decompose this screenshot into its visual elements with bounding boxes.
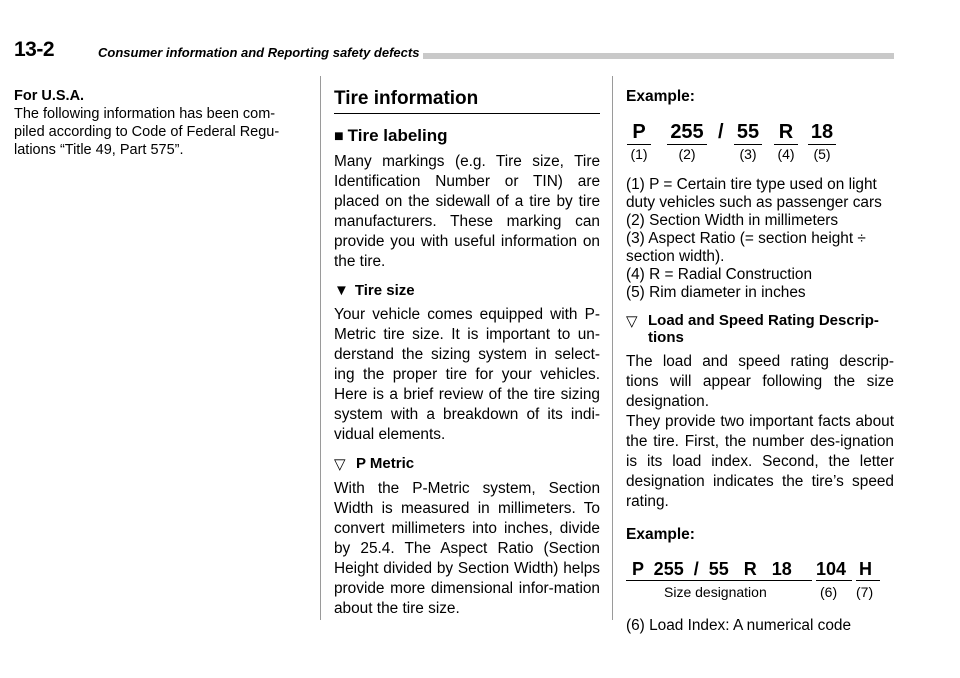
usa-heading: For U.S.A. bbox=[14, 88, 85, 104]
code-radial: R (4) bbox=[772, 120, 800, 163]
page-number: 13-2 bbox=[14, 38, 55, 61]
size-designation-label: Size designation bbox=[664, 584, 767, 600]
code-rim-diameter: 18 (5) bbox=[804, 120, 840, 163]
tire-labeling-paragraph: Many markings (e.g. Tire size, Tire Identification Number or TIN) are placed on the sidewall of a tire by tire manufacturers. These marking can provide you with useful information on the tire. bbox=[334, 153, 600, 270]
list-item: (2) Section Width in millimeters bbox=[626, 212, 839, 229]
column-divider-1 bbox=[320, 76, 321, 620]
header-title: Consumer information and Reporting safety defects bbox=[98, 45, 423, 60]
load-speed-diagram bbox=[626, 558, 894, 608]
column-1 bbox=[14, 80, 296, 159]
load-underline bbox=[816, 580, 852, 581]
load-index-code: 104 bbox=[816, 559, 847, 579]
example-label-2: Example: bbox=[626, 526, 695, 543]
hollow-triangle-icon: ▽ bbox=[334, 456, 346, 473]
code-aspect-ratio: 55 (3) bbox=[728, 120, 768, 163]
load-speed-heading: ▽ Load and Speed Rating Descrip-tions bbox=[626, 312, 879, 346]
list-item: (1) P = Certain tire type used on light duty vehicles such as passenger cars bbox=[626, 176, 882, 211]
speed-rating-code: H bbox=[859, 559, 872, 579]
load-speed-paragraph-1: The load and speed rating descrip-tions will appear following the size designation. bbox=[626, 353, 894, 410]
example-label: Example: bbox=[626, 88, 695, 105]
load-speed-paragraph-2: They provide two important facts about the tire. First, the number des-ignation is its load index. Second, the letter designation indicates the tire’s speed rating. bbox=[626, 413, 894, 510]
code-section-width: 255 (2) bbox=[662, 120, 712, 163]
down-triangle-icon: ▼ bbox=[334, 282, 349, 299]
size-designation-code: P 255 / 55 R 18 bbox=[632, 559, 792, 579]
list-item: (3) Aspect Ratio (= section height ÷ section width). bbox=[626, 230, 866, 265]
speed-rating-number: (7) bbox=[856, 584, 874, 600]
section-title: Tire information bbox=[334, 88, 600, 114]
list-item: (5) Rim diameter in inches bbox=[626, 284, 806, 301]
code-p: P (1) bbox=[626, 120, 652, 163]
list-item: (4) R = Radial Construction bbox=[626, 266, 813, 283]
speed-underline bbox=[856, 580, 880, 581]
tire-labeling-heading: ■ Tire labeling bbox=[334, 126, 448, 145]
size-underline bbox=[626, 580, 812, 581]
column-2 bbox=[334, 80, 600, 619]
usa-body: The following information has been com-piled according to Code of Federal Regu-lations “Title 49, Part 575”. bbox=[14, 106, 280, 158]
hollow-triangle-icon: ▽ bbox=[626, 313, 638, 330]
square-bullet-icon: ■ bbox=[334, 128, 344, 145]
column-3 bbox=[626, 80, 894, 636]
p-metric-heading: ▽ P Metric bbox=[334, 455, 415, 473]
tire-size-paragraph: Your vehicle comes equipped with P-Metric tire size. It is important to un-derstand the sizing system in select-ing the proper tire for your vehicles. Here is a brief review of the tire sizing system with a breakdown of its indi-vidual elements. bbox=[334, 306, 600, 443]
tire-size-heading: ▼ Tire size bbox=[334, 282, 415, 299]
load-index-paragraph: (6) Load Index: A numerical code bbox=[626, 617, 852, 634]
code-slash: / bbox=[718, 121, 724, 143]
p-metric-paragraph: With the P-Metric system, Section Width is measured in millimeters. To convert millimeters into inches, divide by 25.4. The Aspect Ratio (Section Height divided by Section Width) helps provide more dimensional infor-mation about the tire size. bbox=[334, 480, 600, 617]
column-divider-2 bbox=[612, 76, 613, 620]
tire-size-list bbox=[626, 176, 894, 302]
load-index-number: (6) bbox=[820, 584, 838, 600]
page-header bbox=[14, 38, 894, 64]
tire-size-diagram bbox=[626, 120, 894, 164]
